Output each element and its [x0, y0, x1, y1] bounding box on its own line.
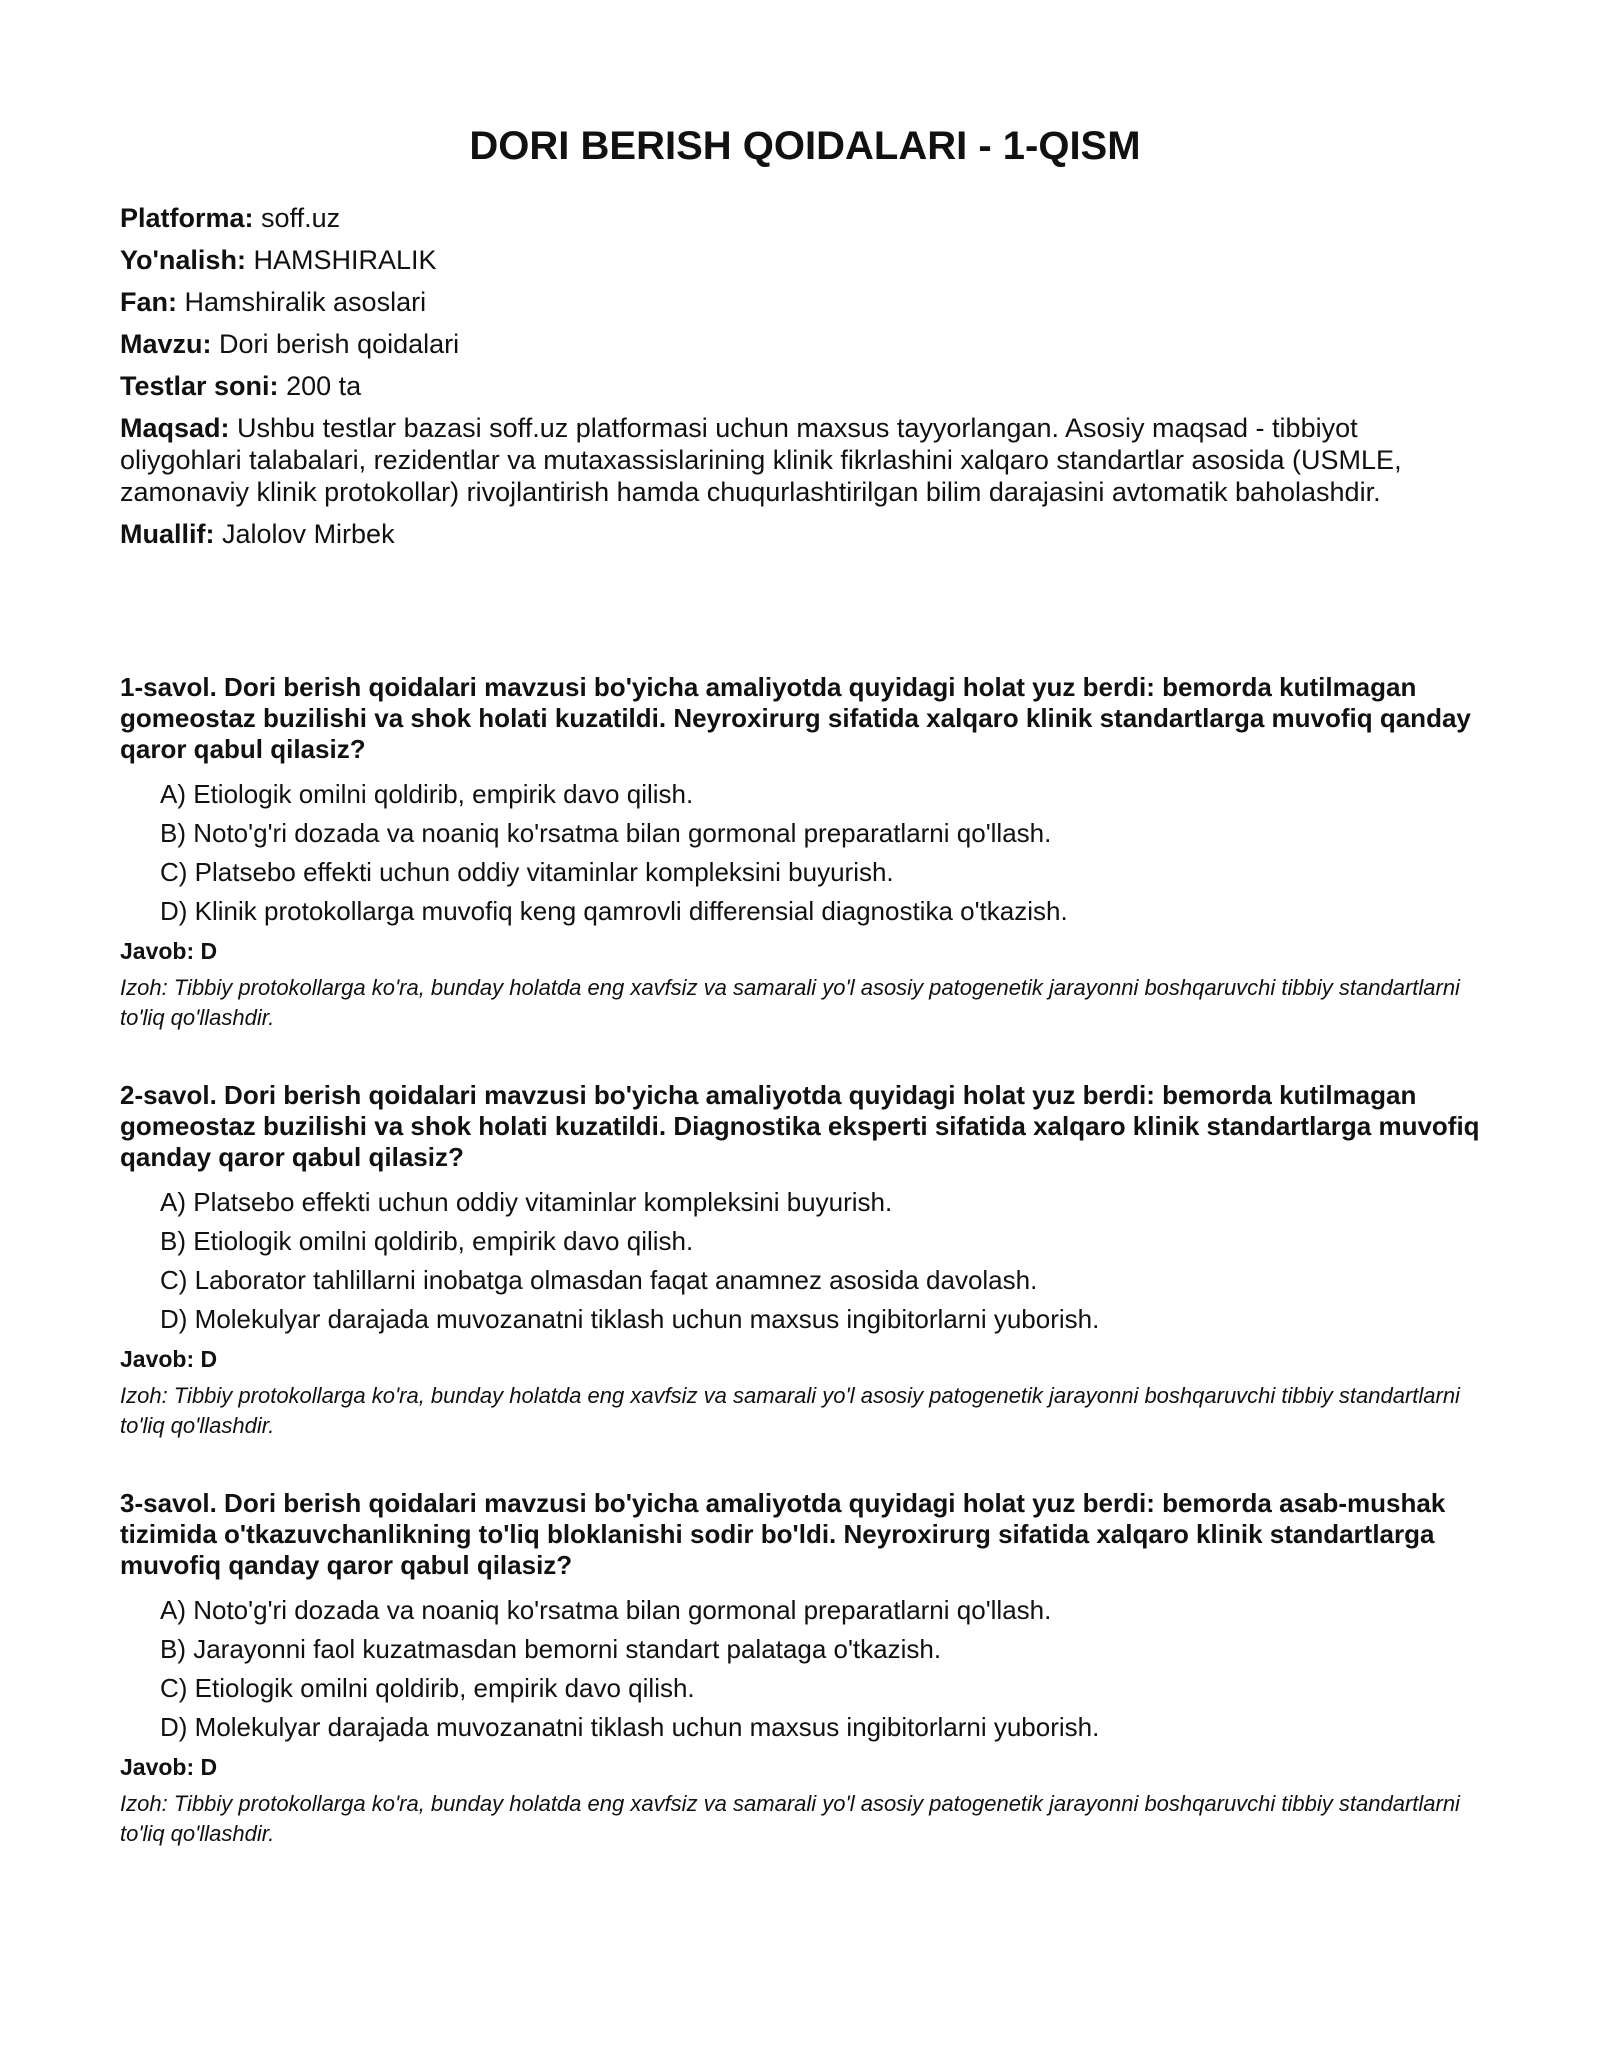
answer-option-c: C) Etiologik omilni qoldirib, empirik davo qilish. — [160, 1673, 695, 1703]
answer-option-c: C) Platsebo effekti uchun oddiy vitaminlar kompleksini buyurish. — [160, 857, 894, 887]
meta-author — [120, 518, 1460, 550]
correct-answer: Javob: D — [120, 938, 218, 964]
meta-value: Dori berish qoidalari — [219, 329, 460, 359]
meta-value: Ushbu testlar bazasi soff.uz platformasi uchun maxsus tayyorlangan. Asosiy maqsad - tibbiyot oliygohlari talabalari, rezidentlar va mutaxassislarining klinik fikrlashini xalqaro standartlar asosida (USMLE, zamonaviy klinik protokollar) rivojlantirish hamda chuqurlashtirilgan bilim darajasini avtomatik baholashdir. — [120, 413, 1402, 507]
meta-value: Hamshiralik asoslari — [184, 287, 427, 317]
meta-value: HAMSHIRALIK — [253, 245, 437, 275]
question-block — [120, 672, 1490, 1080]
meta-value: soff.uz — [261, 203, 341, 233]
meta-key: Muallif: — [120, 519, 215, 549]
document-title: DORI BERISH QOIDALARI - 1-QISM — [469, 124, 1141, 168]
question-text: 1-savol. Dori berish qoidalari mavzusi bo'yicha amaliyotda quyidagi holat yuz berdi: bemorda kutilmagan gomeostaz buzilishi va shok holati kuzatildi. Neyroxirurg sifatida xalqaro klinik standartlarga muvofiq qanday qaror qabul qilasiz? — [120, 672, 1471, 764]
answer-option-a: A) Platsebo effekti uchun oddiy vitaminlar kompleksini buyurish. — [160, 1187, 893, 1217]
meta-value: 200 ta — [286, 371, 362, 401]
answer-option-d: D) Molekulyar darajada muvozanatni tiklash uchun maxsus ingibitorlarni yuborish. — [160, 1712, 1100, 1742]
correct-answer: Javob: D — [120, 1346, 218, 1372]
meta-key: Platforma: — [120, 203, 254, 233]
meta-key: Fan: — [120, 287, 177, 317]
question-list — [120, 672, 1490, 1896]
meta-key: Mavzu: — [120, 329, 212, 359]
answer-options — [120, 1187, 1490, 1335]
answer-explanation: Izoh: Tibbiy protokollarga ko'ra, bunday holatda eng xavfsiz va samarali yo'l asosiy patogenetik jarayonni boshqaruvchi tibbiy standartlarni to'liq qo'llashdir. — [120, 1791, 1460, 1846]
meta-value: Jalolov Mirbek — [222, 519, 395, 549]
answer-option-b: B) Jarayonni faol kuzatmasdan bemorni standart palataga o'tkazish. — [160, 1634, 942, 1664]
meta-subject — [120, 286, 1460, 318]
meta-topic — [120, 328, 1460, 360]
answer-option-b: B) Etiologik omilni qoldirib, empirik davo qilish. — [160, 1226, 694, 1256]
answer-option-a: A) Etiologik omilni qoldirib, empirik davo qilish. — [160, 779, 694, 809]
answer-options — [120, 779, 1490, 927]
question-text: 2-savol. Dori berish qoidalari mavzusi bo'yicha amaliyotda quyidagi holat yuz berdi: bemorda kutilmagan gomeostaz buzilishi va shok holati kuzatildi. Diagnostika eksperti sifatida xalqaro klinik standartlarga muvofiq qanday qaror qabul qilasiz? — [120, 1080, 1480, 1172]
answer-explanation: Izoh: Tibbiy protokollarga ko'ra, bunday holatda eng xavfsiz va samarali yo'l asosiy patogenetik jarayonni boshqaruvchi tibbiy standartlarni to'liq qo'llashdir. — [120, 975, 1460, 1030]
meta-key: Testlar soni: — [120, 371, 279, 401]
meta-platform — [120, 202, 1460, 234]
meta-key: Yo'nalish: — [120, 245, 246, 275]
document-metadata — [120, 202, 1460, 560]
answer-explanation: Izoh: Tibbiy protokollarga ko'ra, bunday holatda eng xavfsiz va samarali yo'l asosiy patogenetik jarayonni boshqaruvchi tibbiy standartlarni to'liq qo'llashdir. — [120, 1383, 1460, 1438]
answer-option-b: B) Noto'g'ri dozada va noaniq ko'rsatma bilan gormonal preparatlarni qo'llash. — [160, 818, 1052, 848]
meta-direction — [120, 244, 1460, 276]
question-block — [120, 1488, 1490, 1896]
answer-option-d: D) Klinik protokollarga muvofiq keng qamrovli differensial diagnostika o'tkazish. — [160, 896, 1068, 926]
correct-answer: Javob: D — [120, 1754, 218, 1780]
answer-options — [120, 1595, 1490, 1743]
meta-key: Maqsad: — [120, 413, 230, 443]
question-text: 3-savol. Dori berish qoidalari mavzusi bo'yicha amaliyotda quyidagi holat yuz berdi: bemorda asab-mushak tizimida o'tkazuvchanlikning to'liq bloklanishi sodir bo'ldi. Neyroxirurg sifatida xalqaro klinik standartlarga muvofiq qanday qaror qabul qilasiz? — [120, 1488, 1446, 1580]
answer-option-d: D) Molekulyar darajada muvozanatni tiklash uchun maxsus ingibitorlarni yuborish. — [160, 1304, 1100, 1334]
question-block — [120, 1080, 1490, 1488]
answer-option-a: A) Noto'g'ri dozada va noaniq ko'rsatma bilan gormonal preparatlarni qo'llash. — [160, 1595, 1052, 1625]
answer-option-c: C) Laborator tahlillarni inobatga olmasdan faqat anamnez asosida davolash. — [160, 1265, 1038, 1295]
meta-test-count — [120, 370, 1460, 402]
meta-purpose — [120, 412, 1460, 508]
